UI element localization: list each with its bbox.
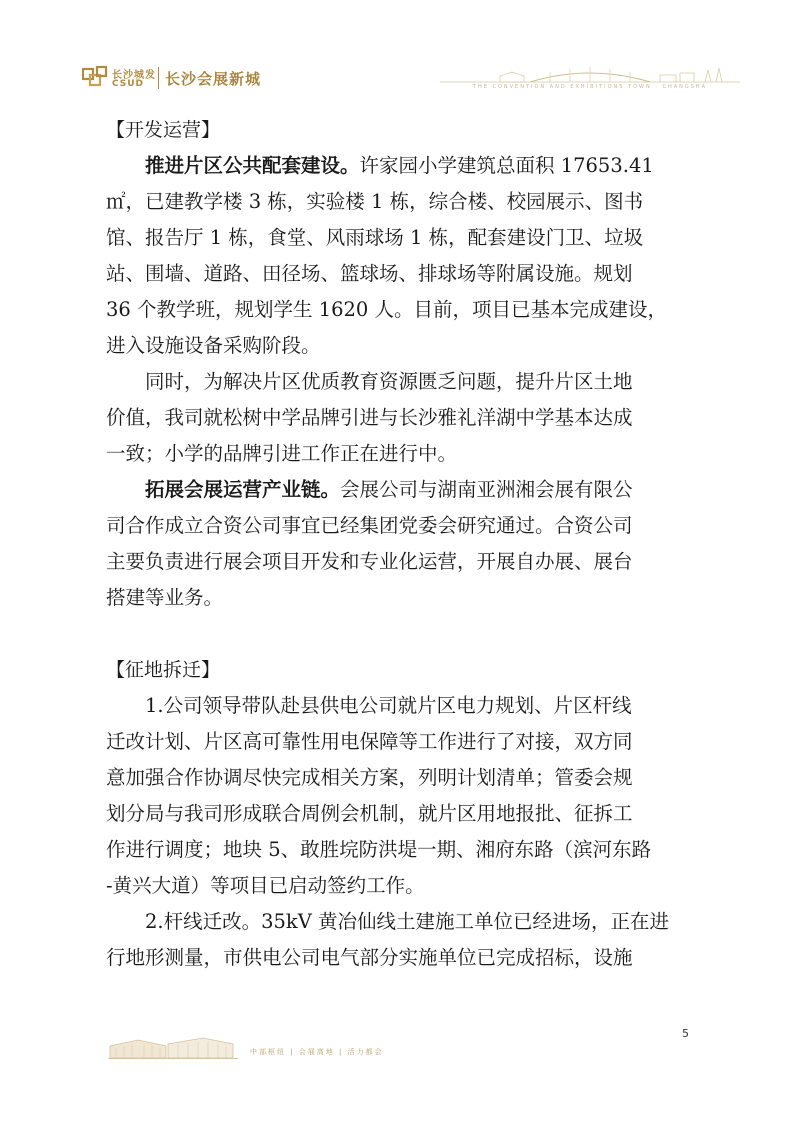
section-heading: 【开发运营】 bbox=[106, 119, 221, 141]
text-line: 一致；小学的品牌引进工作正在进行中。 bbox=[106, 442, 458, 465]
text-line: 迁改计划、片区高可靠性用电保障等工作进行了对接，双方同 bbox=[106, 730, 633, 753]
text-line: ㎡，已建教学楼 3 栋，实验楼 1 栋，综合楼、校园展示、图书 bbox=[106, 190, 644, 213]
section-spacer bbox=[106, 616, 698, 652]
company-name-en: CSUD bbox=[112, 79, 145, 89]
logo-divider bbox=[158, 67, 159, 89]
paragraph bbox=[106, 472, 698, 616]
text-line: 主要负责进行展会项目开发和专业化运营，开展自办展、展台 bbox=[106, 550, 633, 573]
text-line: 36 个教学班，规划学生 1620 人。目前，项目已基本完成建设， bbox=[106, 298, 668, 321]
text-line: 馆、报告厅 1 栋，食堂、风雨球场 1 栋，配套建设门卫、垃圾 bbox=[106, 226, 644, 249]
text-line: 2.杆线迁改。35kV 黄冶仙线土建施工单位已经进场，正在进 bbox=[145, 910, 670, 933]
page-number: 5 bbox=[682, 1027, 689, 1040]
text-line: 意加强合作协调尽快完成相关方案，列明计划清单；管委会规 bbox=[106, 766, 633, 789]
text-line: 会展公司与湖南亚洲湘会展有限公 bbox=[340, 478, 633, 501]
skyline-decoration-icon bbox=[440, 60, 740, 100]
text-line: -黄兴大道）等项目已启动签约工作。 bbox=[106, 874, 425, 897]
text-line: 许家园小学建筑总面积 17653.41 bbox=[359, 154, 654, 177]
text-line: 司合作成立合资公司事宜已经集团党委会研究通过。合资公司 bbox=[106, 514, 633, 537]
company-name-cn: 长沙城发 bbox=[112, 70, 156, 81]
csud-logo-icon bbox=[82, 65, 108, 89]
text-line: 1.公司领导带队赴县供电公司就片区电力规划、片区杆线 bbox=[145, 694, 632, 717]
header-tagline: THE CONVENTION AND EXHIBITIONS TOWN · CHANGSHA bbox=[472, 84, 708, 90]
text-line: 划分局与我司形成联合周例会机制，就片区用地报批、征拆工 bbox=[106, 802, 633, 825]
paragraph bbox=[106, 364, 698, 472]
paragraph bbox=[106, 904, 698, 976]
text-line: 价值，我司就松树中学品牌引进与长沙雅礼洋湖中学基本达成 bbox=[106, 406, 633, 429]
page-header bbox=[0, 0, 800, 110]
paragraph-lead: 拓展会展运营产业链。 bbox=[145, 478, 341, 501]
paragraph bbox=[106, 148, 698, 364]
document-body bbox=[106, 112, 698, 976]
exhibition-hall-decoration-icon bbox=[108, 1034, 238, 1060]
text-line: 站、围墙、道路、田径场、篮球场、排球场等附属设施。规划 bbox=[106, 262, 633, 285]
section-heading: 【征地拆迁】 bbox=[106, 659, 221, 681]
district-name: 长沙会展新城 bbox=[165, 70, 262, 88]
paragraph bbox=[106, 688, 698, 904]
text-line: 搭建等业务。 bbox=[106, 586, 224, 609]
paragraph-lead: 推进片区公共配套建设。 bbox=[145, 154, 360, 177]
footer-slogan: 中部枢纽 | 会展高地 | 活力都会 bbox=[250, 1048, 384, 1056]
text-line: 行地形测量，市供电公司电气部分实施单位已完成招标，设施 bbox=[106, 946, 633, 969]
text-line: 同时，为解决片区优质教育资源匮乏问题，提升片区土地 bbox=[145, 370, 633, 393]
text-line: 进入设施设备采购阶段。 bbox=[106, 334, 321, 357]
text-line: 作进行调度；地块 5、敢胜垸防洪堤一期、湘府东路（滨河东路 bbox=[106, 838, 652, 861]
